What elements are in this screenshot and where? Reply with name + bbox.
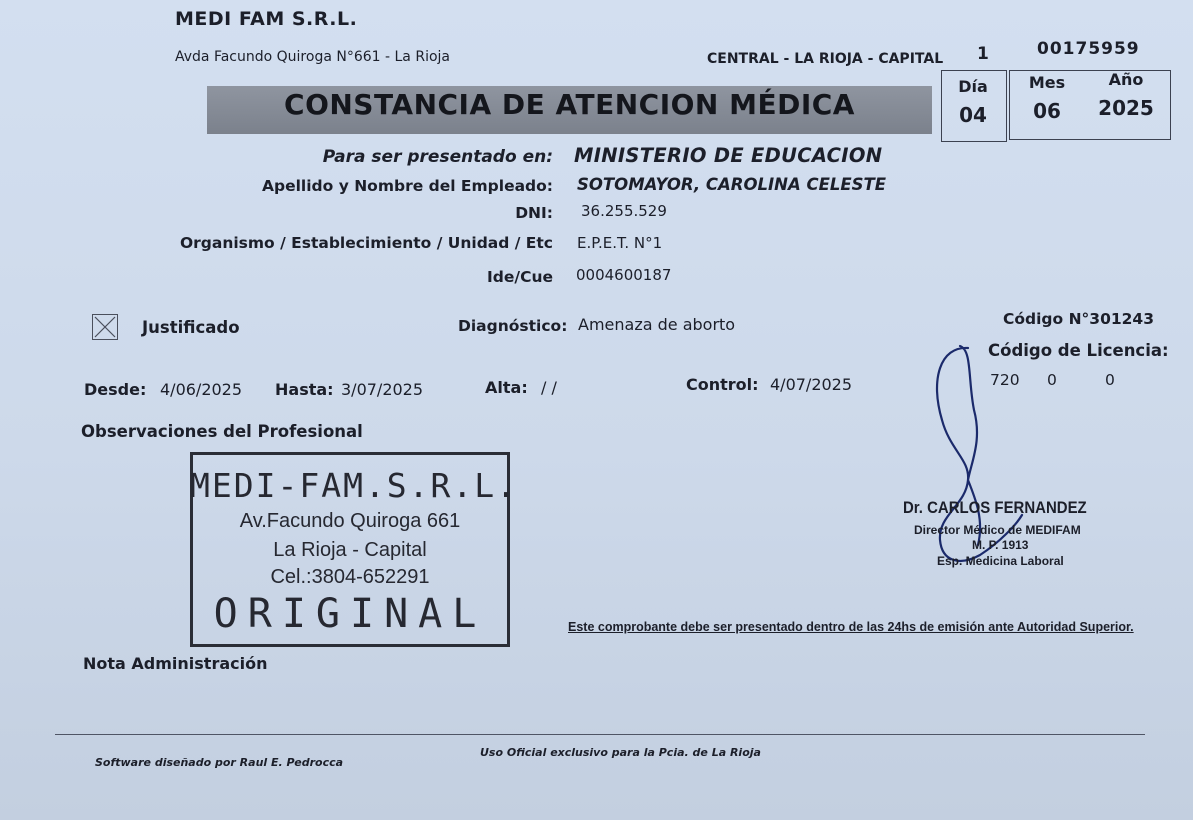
employee-value: SOTOMAYOR, CAROLINA CELESTE [577, 175, 887, 194]
license-label: Código de Licencia: [988, 341, 1169, 360]
company-address: Avda Facundo Quiroga N°661 - La Rioja [175, 49, 450, 65]
license-code-1: 720 [990, 371, 1020, 389]
from-label: Desde: [84, 380, 147, 399]
control-label: Control: [686, 375, 759, 394]
stamp-line-5: ORIGINAL [213, 591, 487, 637]
checked-x-icon [93, 315, 117, 339]
month-label: Mes [1028, 73, 1066, 92]
year-label: Año [1108, 70, 1144, 89]
day-label: Día [958, 77, 988, 96]
stamp-line-4: Cel.:3804-652291 [270, 566, 430, 588]
document-title: CONSTANCIA DE ATENCION MÉDICA [284, 88, 855, 121]
justified-checkbox[interactable] [92, 314, 118, 340]
code-number: Código N°301243 [1003, 310, 1155, 328]
series-number: 1 [977, 44, 989, 64]
validity-notice: Este comprobante debe ser presentado dentro de las 24hs de emisión ante Autoridad Superior. [568, 620, 1134, 634]
presented-label: Para ser presentado en: [322, 147, 553, 167]
to-label: Hasta: [275, 380, 334, 399]
discharge-label: Alta: [485, 378, 528, 397]
official-use-note: Uso Oficial exclusivo para la Pcia. de La Rioja [480, 746, 761, 759]
day-value: 04 [959, 103, 987, 127]
doctor-license: M. P. 1913 [972, 538, 1029, 552]
stamp-line-1: MEDI-FAM.S.R.L. [190, 466, 519, 505]
to-value: 3/07/2025 [341, 380, 424, 399]
year-value: 2025 [1098, 96, 1154, 120]
discharge-value: / / [541, 378, 557, 397]
diagnosis-value: Amenaza de aborto [578, 315, 736, 334]
observations-label: Observaciones del Profesional [81, 422, 363, 441]
employee-label: Apellido y Nombre del Empleado: [262, 177, 553, 195]
stamp-line-2: Av.Facundo Quiroga 661 [239, 510, 461, 532]
presented-value: MINISTERIO DE EDUCACION [574, 144, 883, 167]
from-value: 4/06/2025 [160, 380, 243, 399]
org-label: Organismo / Establecimiento / Unidad / Etc [179, 234, 553, 252]
stamp-line-3: La Rioja - Capital [273, 539, 427, 561]
branch-label: CENTRAL - LA RIOJA - CAPITAL [707, 51, 944, 67]
cue-label: Ide/Cue [487, 268, 553, 286]
software-credit: Software diseñado por Raul E. Pedrocca [95, 756, 344, 769]
handwritten-signature [920, 340, 1030, 590]
cue-value: 0004600187 [576, 266, 672, 284]
company-name: MEDI FAM S.R.L. [175, 8, 358, 30]
org-value: E.P.E.T. N°1 [577, 234, 663, 252]
diagnosis-label: Diagnóstico: [458, 317, 568, 335]
license-code-3: 0 [1105, 371, 1115, 389]
justified-label: Justificado [142, 318, 240, 337]
doctor-name: Dr. CARLOS FERNANDEZ [903, 498, 1087, 517]
doctor-role: Director Médico de MEDIFAM [914, 523, 1081, 537]
document-number: 00175959 [1037, 39, 1140, 59]
month-value: 06 [1033, 99, 1061, 123]
control-value: 4/07/2025 [770, 375, 853, 394]
doctor-specialty: Esp. Medicina Laboral [937, 554, 1064, 568]
footer-divider [55, 734, 1145, 735]
license-code-2: 0 [1047, 371, 1057, 389]
dni-label: DNI: [515, 204, 553, 222]
dni-value: 36.255.529 [581, 202, 667, 220]
admin-note-label: Nota Administración [83, 654, 268, 673]
